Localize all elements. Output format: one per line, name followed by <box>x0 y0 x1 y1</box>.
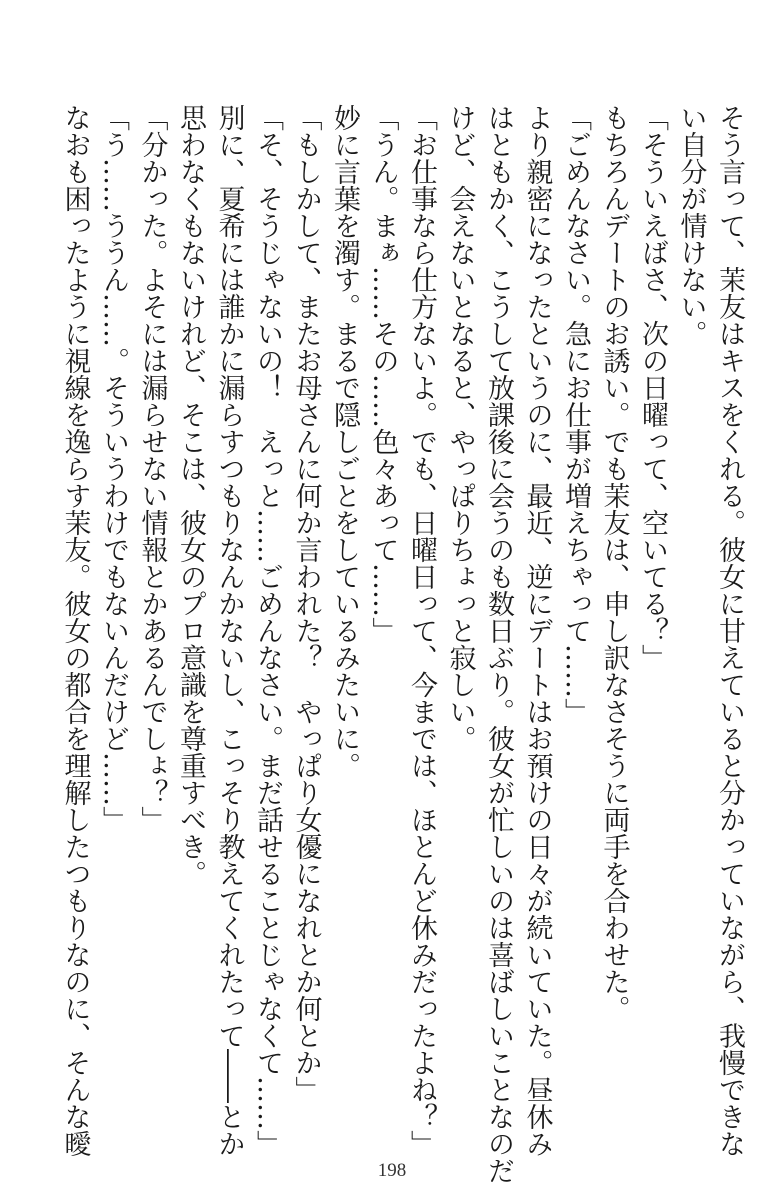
text-line: 「そ、そうじゃないの！ えっと……ごめんなさい。まだ話せることじゃなくて……」 <box>252 104 283 1157</box>
text-line: もちろんデートのお誘い。でも茉友は、申し訳なさそうに両手を合わせた。 <box>598 104 630 1022</box>
text-line: 妙に言葉を濁す。まるで隠しごとをしているみたいに。 <box>329 104 360 779</box>
text-line: そう言って、茉友はキスをくれる。彼女に甘えていると分かっていながら、我慢できな <box>714 104 745 1157</box>
text-line: はともかく、こうして放課後に会うのも数日ぶり。彼女が忙しいのは喜ばしいことなのだ <box>483 104 514 1184</box>
text-line: 「お仕事なら仕方ないよ。でも、日曜日って、今までは、ほとんど休みだったよね？」 <box>406 104 437 1157</box>
text-line: 別に、夏希には誰かに漏らすつもりなんかないし、こっそり教えてくれたって――とか <box>213 104 245 1157</box>
text-line: 「もしかして、またお母さんに何か言われた？ やっぱり女優になれとか何とか」 <box>290 104 322 1103</box>
text-line: 「う……ううん……。そういうわけでもないんだけど……」 <box>98 104 129 833</box>
text-line: 「分かった。よそには漏らせない情報とかあるんでしょ？」 <box>136 104 168 833</box>
text-line: より親密になったというのに、最近、逆にデートはお預けの日々が続いていた。昼休み <box>521 104 553 1157</box>
text-line: い自分が情けない。 <box>675 104 707 347</box>
text-line: けど、会えないとなると、やっぱりちょっと寂しい。 <box>444 104 476 752</box>
page-number: 198 <box>377 1160 407 1181</box>
text-line: 「そういえばさ、次の日曜って、空いてる？」 <box>637 104 668 671</box>
text-line: 思わなくもないけれど、そこは、彼女のプロ意識を尊重すべき。 <box>175 104 206 887</box>
text-line: 「うん。まぁ……その……色々あって……」 <box>367 104 399 644</box>
text-line: 「ごめんなさい。急にお仕事が増えちゃって……」 <box>560 104 591 725</box>
text-line: なおも困ったように視線を逸らす茉友。彼女の都合を理解したつもりなのに、そんな曖 <box>59 104 91 1157</box>
